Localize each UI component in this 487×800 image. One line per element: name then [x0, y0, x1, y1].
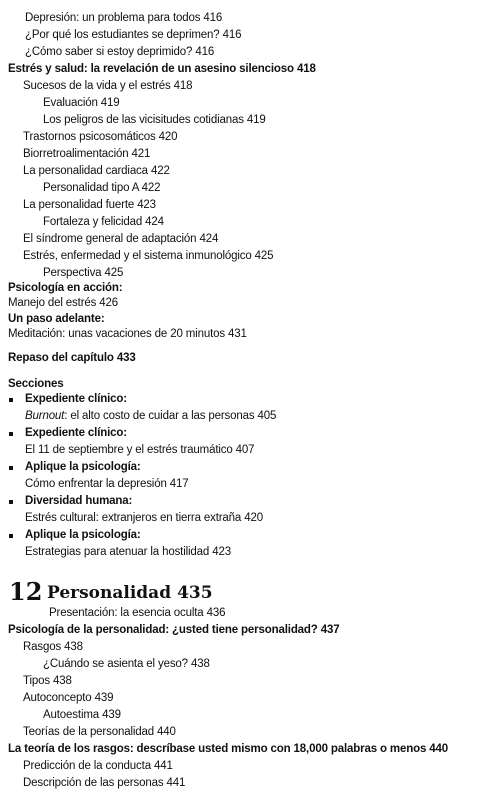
bullet-icon	[9, 534, 13, 538]
chapter-title-text: Personalidad	[47, 583, 172, 603]
sections-heading: Secciones	[8, 378, 64, 390]
toc-entry: Sucesos de la vida y el estrés 418	[23, 80, 193, 92]
toc-entry: Depresión: un problema para todos 416	[25, 12, 223, 24]
chapter-title	[47, 582, 213, 604]
section-entry-italic: Burnout	[25, 410, 65, 422]
section-heading: Aplique la psicología:	[25, 461, 141, 473]
toc-entry: El síndrome general de adaptación 424	[23, 233, 219, 245]
chapter-page: 435	[177, 583, 213, 603]
section-entry: Estrés cultural: extranjeros en tierra extraña 420	[25, 512, 263, 524]
toc-subentry: Evaluación 419	[43, 97, 120, 109]
toc-feature-heading: Un paso adelante:	[8, 313, 105, 325]
toc-entry: La personalidad cardiaca 422	[23, 165, 170, 177]
toc-review-heading: Repaso del capítulo 433	[8, 352, 136, 364]
toc-subentry: Fortaleza y felicidad 424	[43, 216, 164, 228]
section-heading: Expediente clínico:	[25, 427, 127, 439]
toc-section-heading: Psicología de la personalidad: ¿usted tiene personalidad? 437	[8, 624, 340, 636]
section-entry: El 11 de septiembre y el estrés traumático 407	[25, 444, 255, 456]
section-entry-text: : el alto costo de cuidar a las personas 405	[64, 410, 277, 422]
section-entry: Estrategias para atenuar la hostilidad 423	[25, 546, 231, 558]
section-heading: Aplique la psicología:	[25, 529, 141, 541]
toc-entry: Descripción de las personas 441	[23, 777, 186, 789]
bullet-icon	[9, 432, 13, 436]
toc-entry: Teorías de la personalidad 440	[23, 726, 176, 738]
toc-feature-heading: Psicología en acción:	[8, 282, 123, 294]
section-entry: Cómo enfrentar la depresión 417	[25, 478, 189, 490]
toc-subentry: Los peligros de las vicisitudes cotidianas 419	[43, 114, 266, 126]
toc-section-heading: La teoría de los rasgos: descríbase usted mismo con 18,000 palabras o menos 440	[8, 743, 449, 755]
toc-subentry: ¿Cuándo se asienta el yeso? 438	[43, 658, 210, 670]
toc-entry: Trastornos psicosomáticos 420	[23, 131, 178, 143]
toc-entry: Autoconcepto 439	[23, 692, 114, 704]
bullet-icon	[9, 398, 13, 402]
toc-entry: ¿Por qué los estudiantes se deprimen? 416	[25, 29, 242, 41]
bullet-icon	[9, 466, 13, 470]
toc-entry: ¿Cómo saber si estoy deprimido? 416	[25, 46, 215, 58]
toc-entry: Biorretroalimentación 421	[23, 148, 151, 160]
bullet-icon	[9, 500, 13, 504]
section-entry	[25, 409, 276, 423]
toc-entry: Predicción de la conducta 441	[23, 760, 173, 772]
toc-entry: Estrés, enfermedad y el sistema inmunológico 425	[23, 250, 274, 262]
toc-entry: Tipos 438	[23, 675, 72, 687]
toc-entry: Rasgos 438	[23, 641, 83, 653]
section-heading: Diversidad humana:	[25, 495, 133, 507]
toc-entry: Presentación: la esencia oculta 436	[49, 607, 226, 619]
toc-section-heading: Estrés y salud: la revelación de un asesino silencioso 418	[8, 63, 316, 75]
chapter-number: 12	[9, 577, 43, 606]
toc-feature-entry: Meditación: unas vacaciones de 20 minutos 431	[8, 328, 247, 340]
toc-subentry: Autoestima 439	[43, 709, 121, 721]
toc-subentry: Perspectiva 425	[43, 267, 124, 279]
section-heading: Expediente clínico:	[25, 393, 127, 405]
toc-subentry: Personalidad tipo A 422	[43, 182, 161, 194]
toc-entry: La personalidad fuerte 423	[23, 199, 156, 211]
toc-feature-entry: Manejo del estrés 426	[8, 297, 119, 309]
